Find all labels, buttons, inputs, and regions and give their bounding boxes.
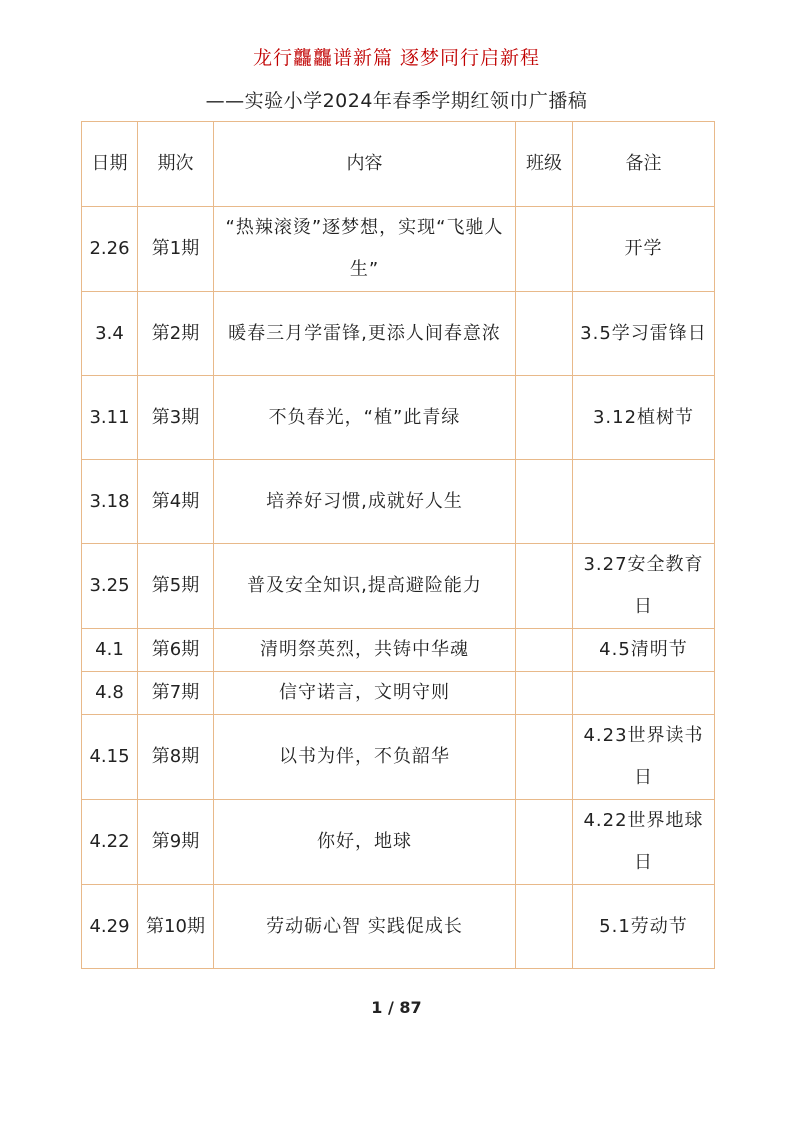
table-row <box>82 376 715 460</box>
cell-issue: 第4期 <box>138 460 214 544</box>
cell-date: 4.15 <box>82 715 138 800</box>
cell-issue: 第1期 <box>138 207 214 292</box>
cell-issue: 第9期 <box>138 800 214 885</box>
cell-note: 3.27安全教育日 <box>573 544 715 629</box>
cell-note: 开学 <box>573 207 715 292</box>
cell-class <box>516 715 573 800</box>
cell-class <box>516 544 573 629</box>
cell-content: 清明祭英烈，共铸中华魂 <box>214 629 516 672</box>
table-row <box>82 207 715 292</box>
cell-class <box>516 672 573 715</box>
table-row <box>82 292 715 376</box>
cell-class <box>516 800 573 885</box>
cell-class <box>516 629 573 672</box>
cell-note: 5.1劳动节 <box>573 885 715 969</box>
header-note: 备注 <box>573 122 715 207</box>
cell-content: 普及安全知识,提高避险能力 <box>214 544 516 629</box>
table-row <box>82 800 715 885</box>
cell-issue: 第7期 <box>138 672 214 715</box>
cell-date: 3.25 <box>82 544 138 629</box>
cell-note: 4.5清明节 <box>573 629 715 672</box>
cell-content: 劳动砺心智 实践促成长 <box>214 885 516 969</box>
header-issue: 期次 <box>138 122 214 207</box>
cell-date: 3.18 <box>82 460 138 544</box>
cell-issue: 第10期 <box>138 885 214 969</box>
cell-issue: 第3期 <box>138 376 214 460</box>
cell-date: 4.29 <box>82 885 138 969</box>
table-row <box>82 460 715 544</box>
cell-note: 4.22世界地球日 <box>573 800 715 885</box>
cell-note: 3.12植树节 <box>573 376 715 460</box>
cell-note <box>573 672 715 715</box>
table-row <box>82 885 715 969</box>
document-title: 龙行龘龘谱新篇 逐梦同行启新程 <box>252 47 541 69</box>
cell-content: 培养好习惯,成就好人生 <box>214 460 516 544</box>
cell-issue: 第2期 <box>138 292 214 376</box>
schedule-table <box>81 121 715 969</box>
table-row <box>82 629 715 672</box>
header-class: 班级 <box>516 122 573 207</box>
table-header-row <box>82 122 715 207</box>
table-row <box>82 672 715 715</box>
cell-date: 2.26 <box>82 207 138 292</box>
cell-content: 以书为伴，不负韶华 <box>214 715 516 800</box>
cell-content: 你好，地球 <box>214 800 516 885</box>
cell-class <box>516 376 573 460</box>
cell-date: 4.22 <box>82 800 138 885</box>
cell-date: 3.4 <box>82 292 138 376</box>
table-row <box>82 715 715 800</box>
cell-issue: 第8期 <box>138 715 214 800</box>
document-subtitle: ——实验小学2024年春季学期红领巾广播稿 <box>205 90 588 112</box>
cell-class <box>516 460 573 544</box>
table-row <box>82 544 715 629</box>
page-indicator: 1 / 87 <box>371 998 422 1017</box>
cell-note: 4.23世界读书日 <box>573 715 715 800</box>
header-date: 日期 <box>82 122 138 207</box>
cell-class <box>516 292 573 376</box>
cell-note <box>573 460 715 544</box>
cell-date: 3.11 <box>82 376 138 460</box>
cell-date: 4.8 <box>82 672 138 715</box>
cell-date: 4.1 <box>82 629 138 672</box>
cell-class <box>516 885 573 969</box>
cell-content: 暖春三月学雷锋,更添人间春意浓 <box>214 292 516 376</box>
cell-issue: 第5期 <box>138 544 214 629</box>
cell-content: 不负春光，“植”此青绿 <box>214 376 516 460</box>
cell-class <box>516 207 573 292</box>
cell-content: “热辣滚烫”逐梦想，实现“飞驰人生” <box>214 207 516 292</box>
header-content: 内容 <box>214 122 516 207</box>
cell-note: 3.5学习雷锋日 <box>573 292 715 376</box>
cell-content: 信守诺言，文明守则 <box>214 672 516 715</box>
cell-issue: 第6期 <box>138 629 214 672</box>
